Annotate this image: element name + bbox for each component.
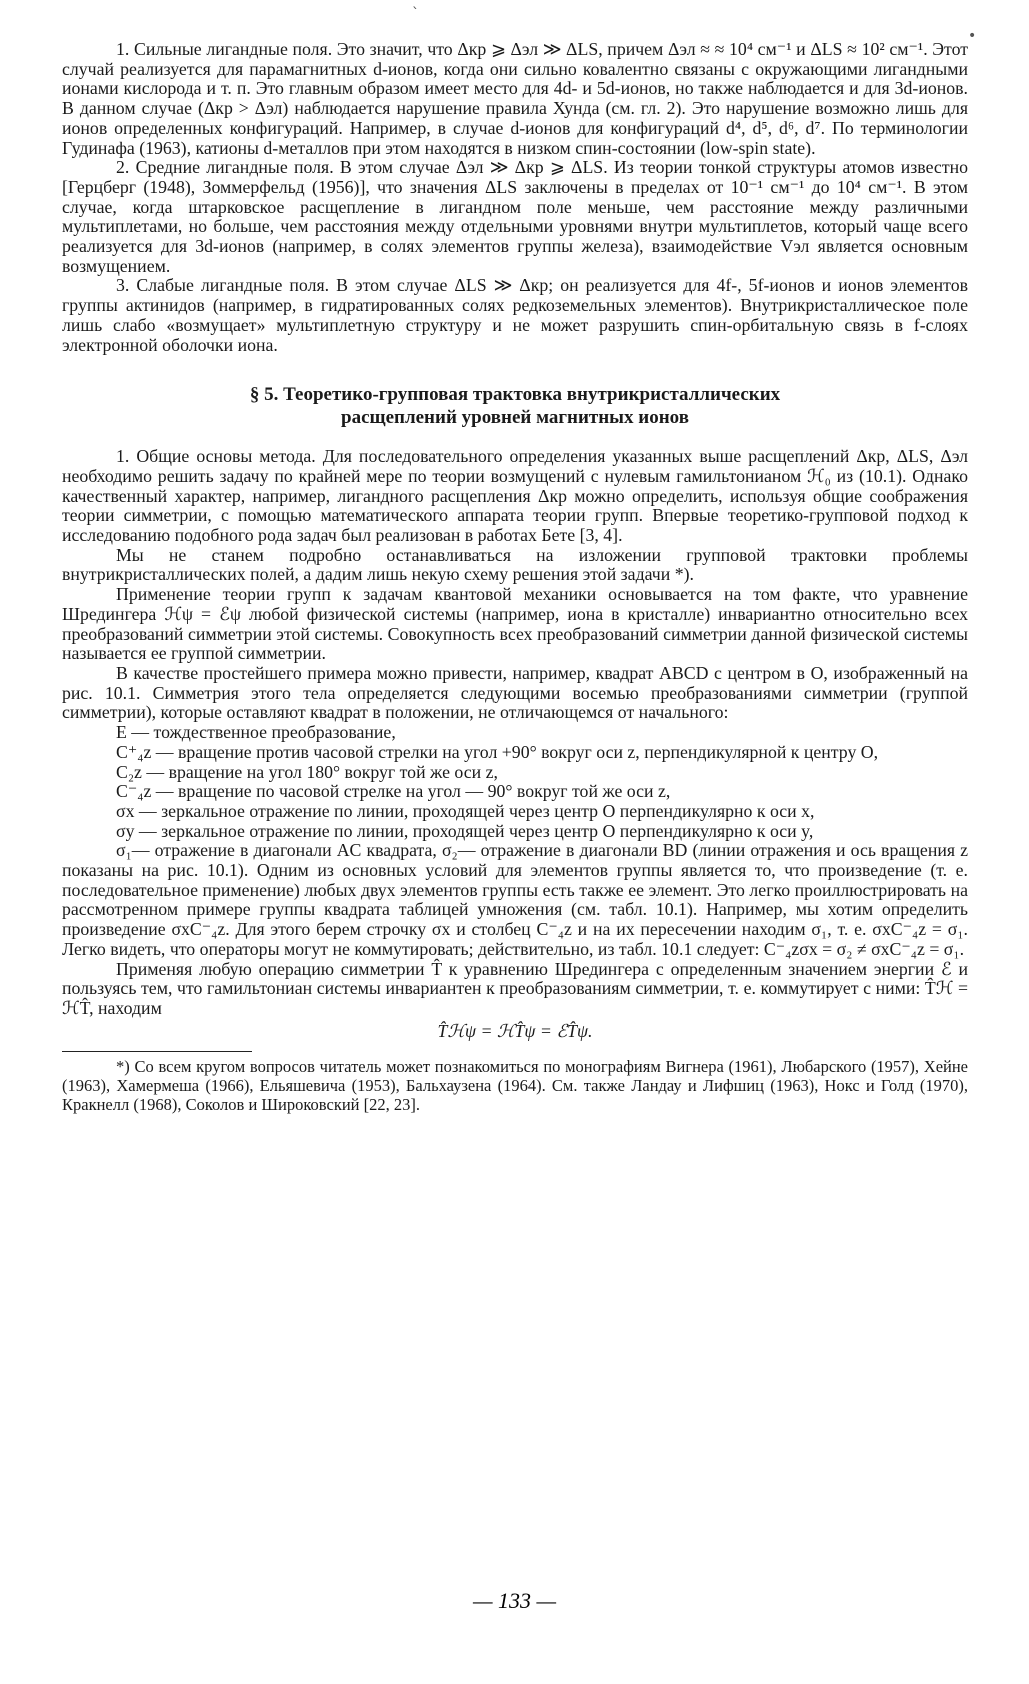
equation-commutation: T̂ℋψ = ℋT̂ψ = ℰT̂ψ. <box>437 1020 593 1041</box>
paragraph-scheme: Мы не станем подробно останавливаться на изложении групповой трактовки проблемы внутрикристаллических полей, а дадим лишь некую схему решения этой задачи *). <box>62 544 968 585</box>
page-body <box>62 40 968 1114</box>
definition-item: C⁻₄z — вращение по часовой стрелке на угол — 90° вокруг той же оси z, <box>116 781 671 802</box>
page-number: — 133 — <box>472 1588 557 1613</box>
section-title-line2: расщеплений уровней магнитных ионов <box>341 407 689 429</box>
paragraph-schrodinger-symmetry: Применяя любую операцию симметрии T̂ к уравнению Шредингера с определенным значением энергии ℰ и пользуясь тем, что гамильтониан системы инвариантен к преобразованиям симметрии, т. е. коммутирует с ними: T̂ℋ = ℋT̂, находим <box>62 958 968 1018</box>
paragraph-weak-ligand-fields: 3. Слабые лигандные поля. В этом случае ΔLS ≫ Δкр; он реализуется для 4f-, 5f-ионов и ионов элементов группы актинидов (например, в гидратированных солях редкоземельных элементов). Внутрикристаллическое поле лишь слабо «возмущает» мультиплетную структуру и не может разрушить спин-орбитальную связь в f-слоях электронной оболочки иона. <box>62 275 968 355</box>
definition-item: C⁺₄z — вращение против часовой стрелки на угол +90° вокруг оси z, перпендикулярной к центру O, <box>116 741 879 762</box>
scan-mark-top: ` <box>412 6 419 22</box>
section-heading <box>62 383 968 429</box>
paragraph-square-example: В качестве простейшего примера можно привести, например, квадрат ABCD с центром в O, изображенный на рис. 10.1. Симметрия этого тела определяется следующими восемью преобразованиями симметрии (группой симметрии), которые оставляют квадрат в положении, не отличающемся от начального: <box>62 662 968 723</box>
scan-mark-right: • <box>968 28 977 44</box>
definition-item: C₂z — вращение на угол 180° вокруг той же оси z, <box>116 761 498 782</box>
definition-item: E — тождественное преобразование, <box>116 722 396 743</box>
definition-item: σy — зеркальное отражение по линии, проходящей через центр O перпендикулярно к оси y, <box>116 820 814 841</box>
section-title-line1: § 5. Теоретико-групповая трактовка внутрикристаллических <box>249 384 781 406</box>
paragraph-strong-ligand-fields: 1. Сильные лигандные поля. Это значит, что Δкр ⩾ Δэл ≫ ΔLS, причем Δэл ≈ ≈ 10⁴ см⁻¹ и ΔLS ≈ 10² см⁻¹. Этот случай реализуется для парамагнитных d-ионов, когда они сильно ковалентно связаны с окружающими лигандными ионами кислорода и т. п. Это главным образом имеет место для 4d- и 5d-ионов, но также наблюдается и для 3d-ионов. В данном случае (Δкр > Δэл) наблюдается нарушение правила Хунда (см. гл. 2). Это нарушение возможно лишь для ионов определенных конфигураций. Например, в случае d-ионов для конфигураций d⁴, d⁵, d⁶, d⁷. По терминологии Гудинафа (1963), катионы d-металлов при этом находятся в низком спин-состоянии (low-spin state). <box>62 39 968 158</box>
footnote-divider <box>62 1051 252 1052</box>
definition-item: σx — зеркальное отражение по линии, проходящей через центр O перпендикулярно к оси x, <box>116 800 815 821</box>
paragraph-method-basics: 1. Общие основы метода. Для последовательного определения указанных выше расщеплений Δкр, ΔLS, Δэл необходимо решить задачу по крайней мере по теории возмущений с нулевым гамильтонианом ℋ₀ из (10.1). Однако качественный характер, например, лигандного расщепления Δкр можно определить, используя общие соображения теории симметрии, с помощью математического аппарата теории групп. Впервые теоретико-групповой подход к исследованию подобного рода задач был реализован в работах Бете [3, 4]. <box>62 446 968 546</box>
symmetry-definitions-list <box>62 723 968 841</box>
footnote: *) Со всем кругом вопросов читатель может познакомиться по монографиям Вигнера (1961), Любарского (1957), Хейне (1963), Хамермеша (1966), Ельяшевича (1953), Бальхаузена (1964). См. также Ландау и Лифшиц (1963), Нокс и Голд (1970), Кракнелл (1968), Соколов и Широковский [22, 23]. <box>62 1057 968 1115</box>
paragraph-medium-ligand-fields: 2. Средние лигандные поля. В этом случае Δэл ≫ Δкр ⩾ ΔLS. Из теории тонкой структуры атомов известно [Герцберг (1948), Зоммерфельд (1956)], что значения ΔLS заключены в пределах от 10⁻¹ см⁻¹ до 10⁴ см⁻¹. В этом случае, когда штарковское расщепление в лигандном поле меньше, чем расстояние между различными мультиплетами, но больше, чем расстояния между отдельными уровнями внутри мультиплетов, который чаще всего реализуется для 3d-ионов (например, в солях элементов группы железа), взаимодействие Vэл является основным возмущением. <box>62 157 968 276</box>
paragraph-reflections-and-products: σ₁— отражение в диагонали AC квадрата, σ₂— отражение в диагонали BD (линии отражения и ось вращения z показаны на рис. 10.1). Одним из основных условий для элементов группы является то, что произведение (т. е. последовательное применение) любых двух элементов группы есть также ее элемент. Это легко проиллюстрировать на рассмотренном примере группы квадрата таблицей умножения (см. табл. 10.1). Например, мы хотим определить произведение σxC⁻₄z. Для этого берем строчку σx и столбец C⁻₄z и на их пересечении находим σ₁, т. е. σxC⁻₄z = σ₁. Легко видеть, что операторы могут не коммутировать; действительно, из табл. 10.1 следует: C⁻₄zσx = σ₂ ≠ σxC⁻₄z = σ₁. <box>62 840 968 959</box>
paragraph-group-theory: Применение теории групп к задачам квантовой механики основывается на том факте, что уравнение Шредингера ℋψ = ℰψ любой физической системы (например, иона в кристалле) инвариантно относительно всех преобразований симметрии этой системы. Совокупность всех преобразований симметрии данной физической системы называется ее группой симметрии. <box>62 584 968 664</box>
